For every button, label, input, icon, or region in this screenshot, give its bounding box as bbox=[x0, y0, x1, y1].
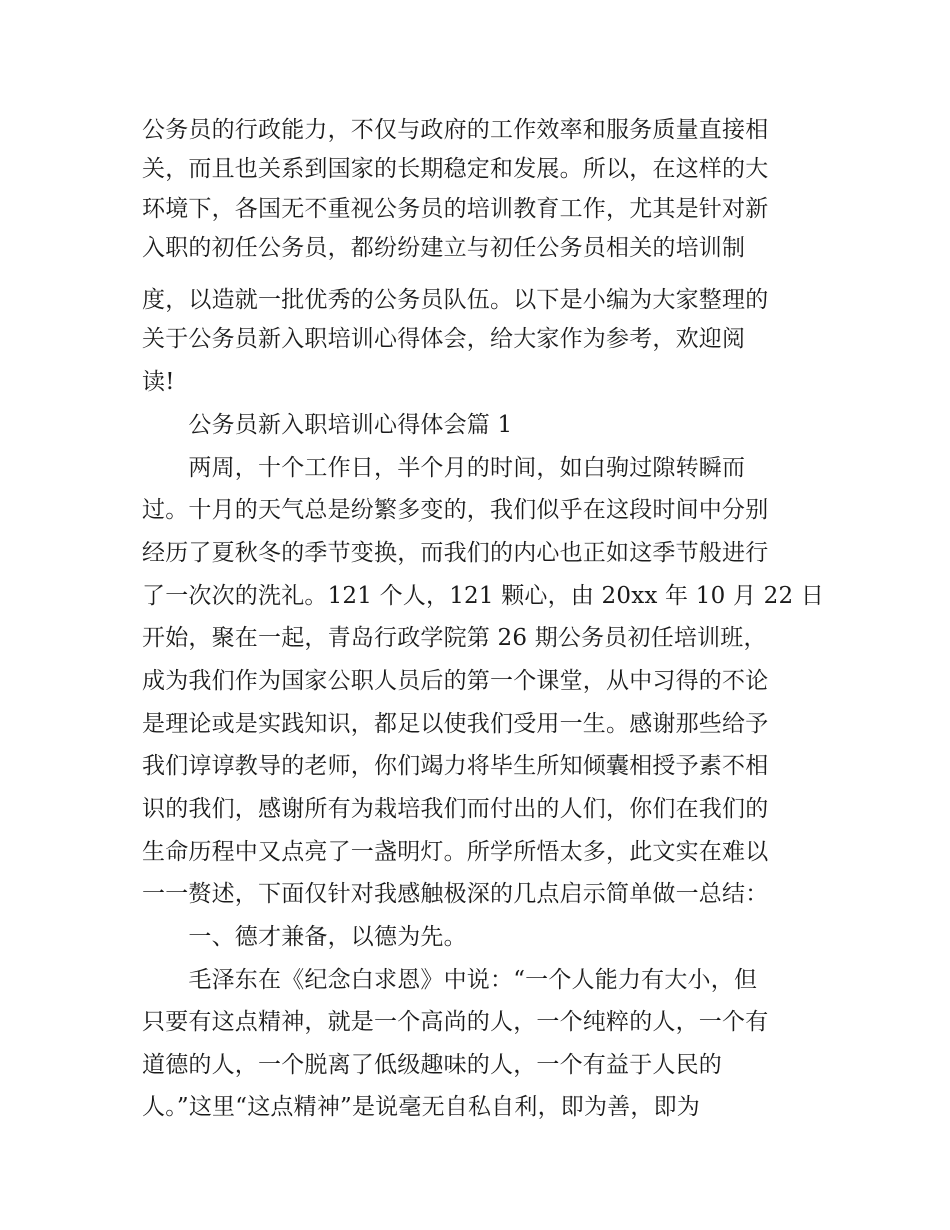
text-line: 公务员的行政能力，不仅与政府的工作效率和服务质量直接相 bbox=[142, 117, 769, 143]
text-line: 一一赘述，下面仅针对我感触极深的几点启示简单做一总结： bbox=[142, 881, 769, 907]
text-line: 经历了夏秋冬的季节变换，而我们的内心也正如这季节般进行 bbox=[142, 540, 769, 566]
section-heading: 一、德才兼备，以德为先。 bbox=[142, 924, 467, 950]
text-line: 度，以造就一批优秀的公务员队伍。以下是小编为大家整理的 bbox=[142, 287, 769, 313]
text-line: 入职的初任公务员，都纷纷建立与初任公务员相关的培训制 bbox=[142, 235, 746, 261]
text-line: 生命历程中又点亮了一盏明灯。所学所悟太多，此文实在难以 bbox=[142, 839, 769, 865]
text-line: 关，而且也关系到国家的长期稳定和发展。所以，在这样的大 bbox=[142, 156, 769, 182]
text-line: 过。十月的天气总是纷繁多变的，我们似乎在这段时间中分别 bbox=[142, 497, 769, 523]
text-line: 开始，聚在一起，青岛行政学院第 26 期公务员初任培训班， bbox=[142, 625, 767, 651]
text-line: 识的我们，感谢所有为栽培我们而付出的人们，你们在我们的 bbox=[142, 796, 769, 822]
text-line: 只要有这点精神，就是一个高尚的人，一个纯粹的人，一个有 bbox=[142, 1009, 769, 1035]
text-line: 成为我们作为国家公职人员后的第一个课堂，从中习得的不论 bbox=[142, 668, 769, 694]
section-heading: 公务员新入职培训心得体会篇 1 bbox=[142, 412, 513, 438]
text-line: 环境下，各国无不重视公务员的培训教育工作，尤其是针对新 bbox=[142, 196, 769, 222]
text-line: 读! bbox=[142, 369, 175, 395]
text-line: 毛泽东在《纪念白求恩》中说：“一个人能力有大小，但 bbox=[142, 967, 758, 993]
text-line: 了一次次的洗礼。121 个人，121 颗心，由 20xx 年 10 月 22 日 bbox=[142, 583, 825, 609]
text-line: 道德的人，一个脱离了低级趣味的人，一个有益于人民的 bbox=[142, 1052, 722, 1078]
text-line: 人。”这里“这点精神”是说毫无自私自利，即为善，即为 bbox=[142, 1094, 700, 1120]
text-line: 是理论或是实践知识，都足以使我们受用一生。感谢那些给予 bbox=[142, 711, 769, 737]
text-line: 两周，十个工作日，半个月的时间，如白驹过隙转瞬而 bbox=[142, 455, 746, 481]
text-line: 我们谆谆教导的老师，你们竭力将毕生所知倾囊相授予素不相 bbox=[142, 753, 769, 779]
text-line: 关于公务员新入职培训心得体会，给大家作为参考，欢迎阅 bbox=[142, 326, 746, 352]
